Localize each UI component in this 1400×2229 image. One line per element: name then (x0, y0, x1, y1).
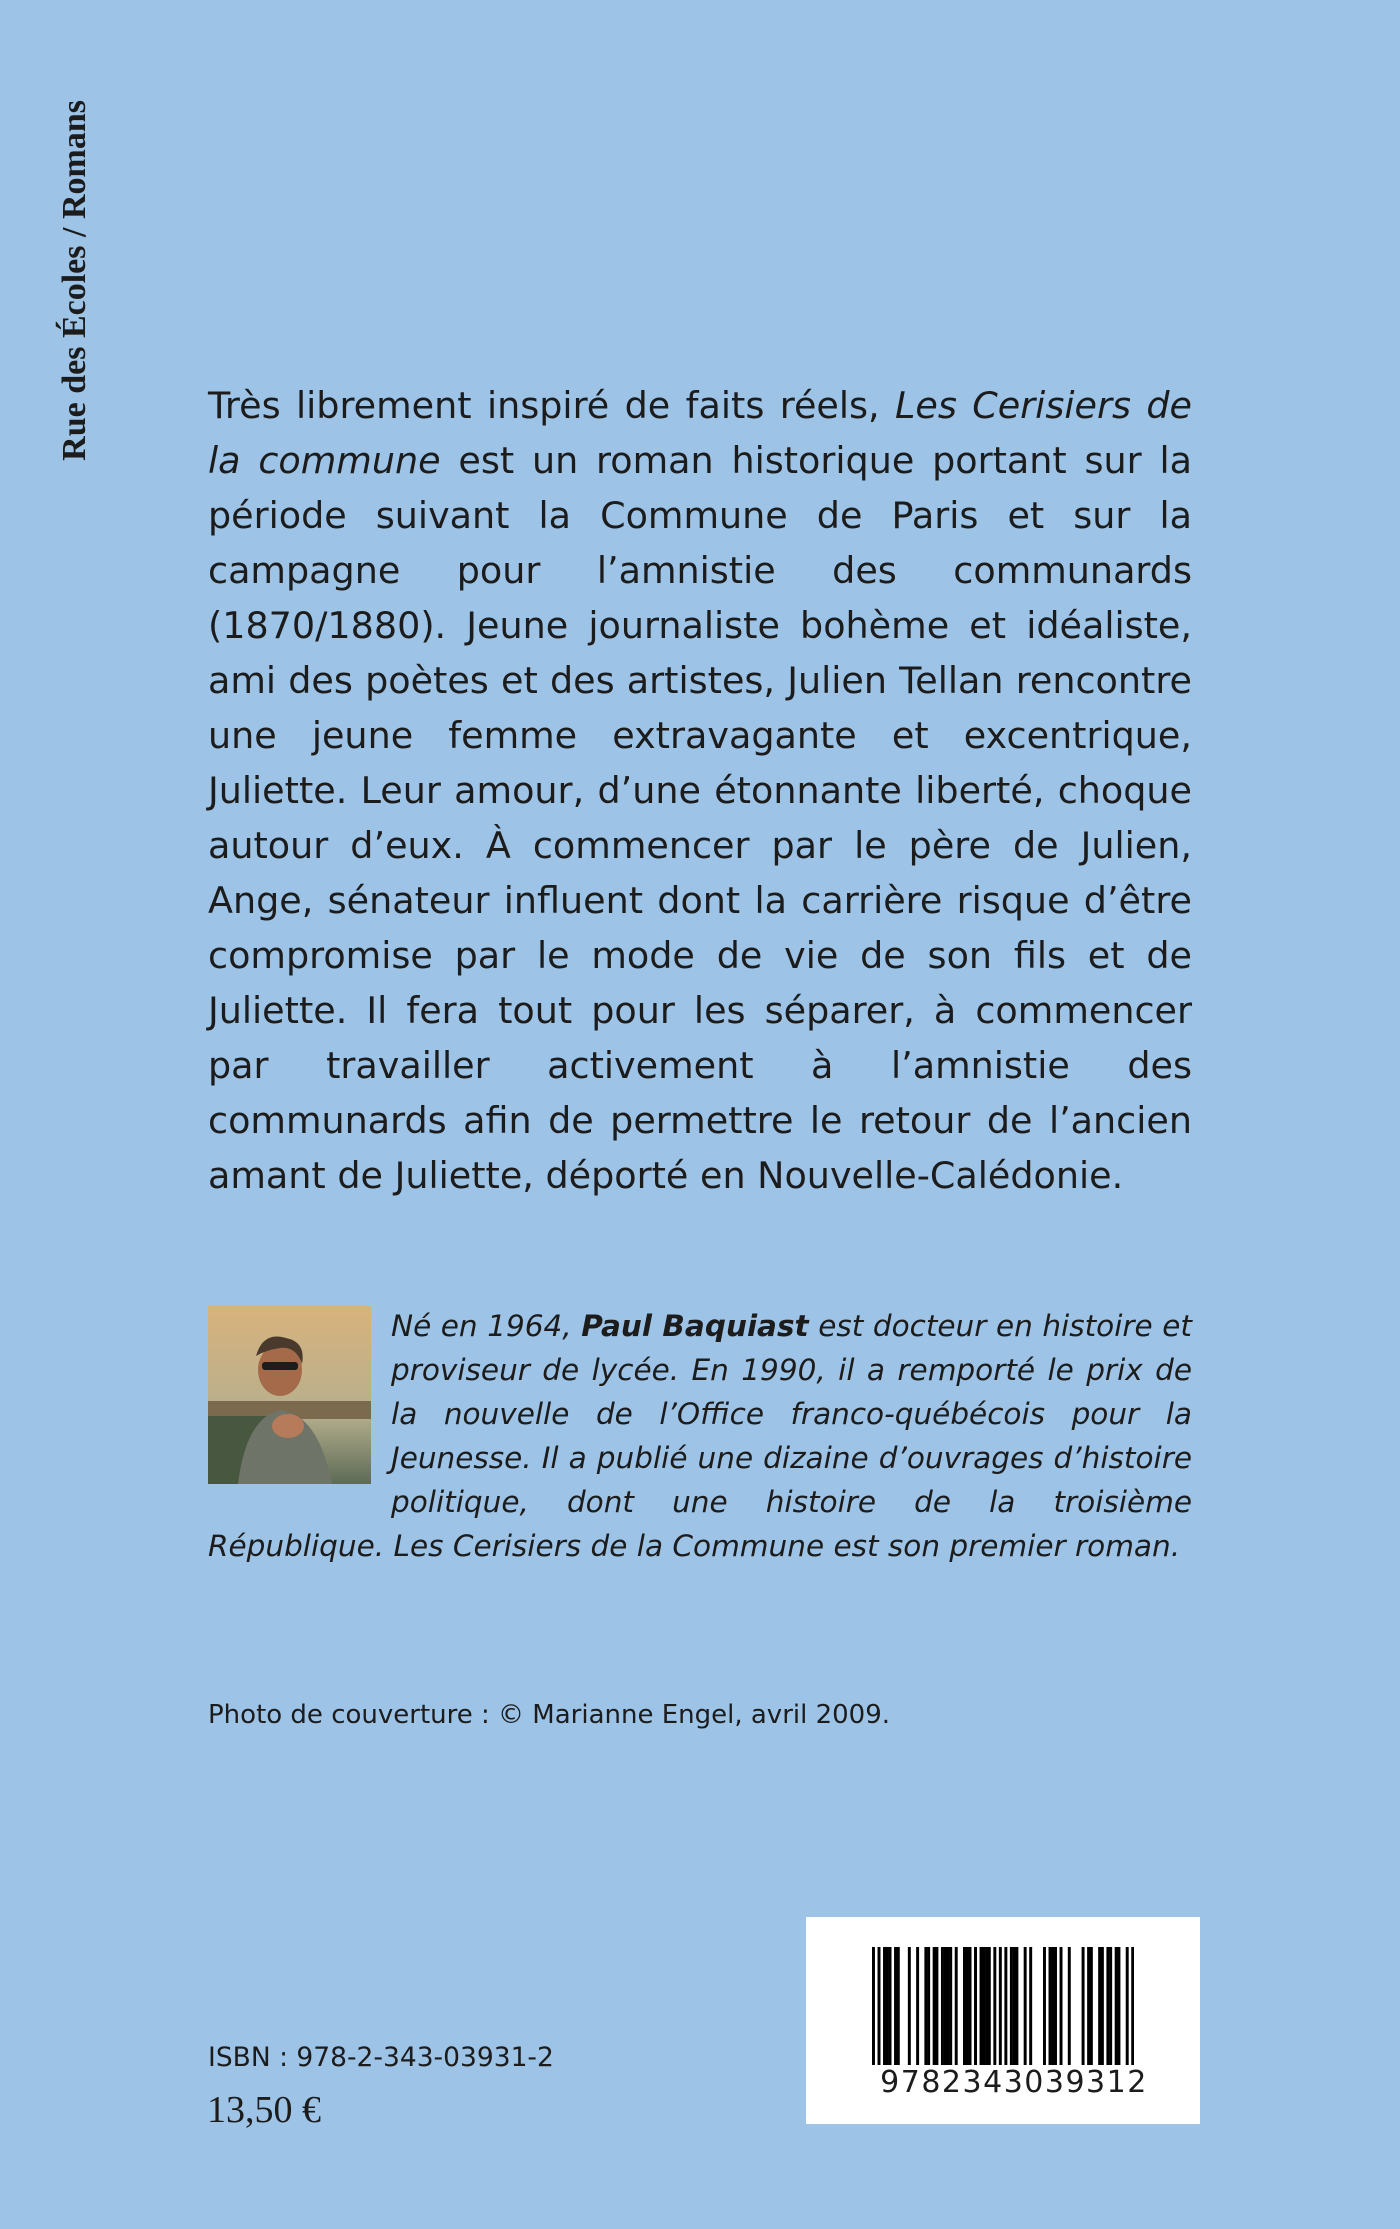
barcode-bar (1109, 1947, 1112, 2065)
barcode-bar (993, 1947, 996, 2065)
barcode-bar (966, 1947, 969, 2065)
author-photo (208, 1306, 371, 1484)
barcode-bar (982, 1947, 985, 2065)
barcode-bar (949, 1947, 952, 2065)
bio-dot: . (374, 1529, 394, 1563)
barcode-bar (927, 1947, 930, 2065)
spine-separator: / (56, 219, 93, 246)
series-name: Romans (56, 100, 93, 220)
barcode-bar (1049, 1947, 1052, 2065)
barcode-number: 9782343039312 (880, 2065, 1148, 2100)
barcode-bar (946, 1947, 949, 2065)
book-summary (208, 378, 1192, 1203)
barcode-bar (969, 1947, 972, 2065)
spine-label (45, 100, 105, 570)
barcode-bar (1060, 1947, 1063, 2065)
bio-book-title: Les Cerisiers de la Commune (393, 1529, 825, 1563)
summary-book-title: Les Cerisiers de la commune (208, 384, 1192, 482)
barcode-bar (985, 1947, 988, 2065)
barcode-bar (963, 1947, 966, 2065)
barcode-bar (974, 1947, 977, 2065)
barcode-bar (1029, 1947, 1032, 2065)
barcode-bar (941, 1947, 944, 2065)
barcode-bar (955, 1947, 958, 2065)
barcode-bar (1115, 1947, 1118, 2065)
barcode-bar (1043, 1947, 1046, 2065)
barcode-bar (1010, 1947, 1013, 2065)
barcode-bar (883, 1947, 886, 2065)
barcode-bar (1015, 1947, 1018, 2065)
bio-middle: est docteur en histoire et proviseur de lycée. En 1990, il a remporté le prix de la nouvelle de l’Office franco-québécois pour la Jeunesse. Il a publié une dizaine d’ouvrages d’histoire politique, dont une histoire de la troisième République (208, 1309, 1192, 1563)
barcode-bar (1054, 1947, 1057, 2065)
summary-text: est un roman historique portant sur la période suivant la Commune de Paris et sur la campagne pour l’amnistie des communards (1870/1880). Jeune journaliste bohème et idéaliste, ami des poètes et des artistes, Julien Tellan rencontre une jeune femme extravagante et excentrique, Juliette. Leur amour, d’une étonnante liberté, choque autour d’eux. À commencer par le père de Julien, Ange, sénateur influent dont la carrière risque d’être compromise par le mode de vie de son fils et de Juliette. Il fera tout pour les séparer, à commencer par travailler activement à l’amnistie des communards afin de permettre le retour de l’ancien amant de Juliette, déporté en Nouvelle-Calédonie. (208, 439, 1193, 1197)
barcode-bar (872, 1947, 875, 2065)
barcode-bar (933, 1947, 936, 2065)
barcode-bar (1101, 1947, 1104, 2065)
barcode-bar (1082, 1947, 1085, 2065)
barcode-bar (980, 1947, 983, 2065)
barcode-bar (1087, 1947, 1090, 2065)
bio-end: est son premier roman. (824, 1529, 1181, 1563)
price: 13,50 € (207, 2089, 321, 2131)
collection-name: Rue des Écoles (56, 245, 93, 461)
barcode-bar (1131, 1947, 1134, 2065)
barcode-bar (878, 1947, 881, 2065)
barcode-bar (944, 1947, 947, 2065)
barcode-bar (935, 1947, 938, 2065)
isbn: ISBN : 978-2-343-03931-2 (208, 2042, 554, 2073)
barcode-bar (889, 1947, 892, 2065)
barcode-bar (1013, 1947, 1016, 2065)
barcode-bar (886, 1947, 889, 2065)
barcode-bar (988, 1947, 991, 2065)
barcode-bar (1090, 1947, 1093, 2065)
barcode-bar (1068, 1947, 1071, 2065)
author-bio (208, 1304, 1192, 1568)
barcode-bar (908, 1947, 911, 2065)
photo-credit: Photo de couverture : © Marianne Engel, avril 2009. (208, 1700, 891, 1730)
barcode-bar (1106, 1947, 1109, 2065)
barcode (806, 1917, 1200, 2124)
summary-intro: Très librement inspiré de faits réels, (208, 384, 896, 427)
barcode-bar (1024, 1947, 1027, 2065)
barcode-bar (1098, 1947, 1101, 2065)
barcode-bar (1004, 1947, 1007, 2065)
barcode-bar (894, 1947, 897, 2065)
barcode-bars (872, 1947, 1134, 2065)
bio-start: Né en 1964, (391, 1309, 582, 1343)
author-name: Paul Baquiast (581, 1309, 809, 1343)
barcode-bar (897, 1947, 900, 2065)
barcode-bar (999, 1947, 1002, 2065)
barcode-bar (916, 1947, 919, 2065)
barcode-bar (924, 1947, 927, 2065)
barcode-bar (1051, 1947, 1054, 2065)
barcode-bar (1126, 1947, 1129, 2065)
barcode-bar (1117, 1947, 1120, 2065)
